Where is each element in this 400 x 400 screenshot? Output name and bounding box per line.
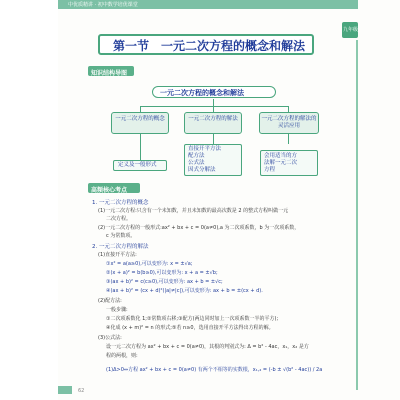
mindmap-leaf-method: 因式分解法 <box>188 167 216 173</box>
formula-line: ①x² = a(a≥0),可以变形为: x = ±√a; <box>106 261 193 267</box>
formula-line: ④(ax + b)² = (cx + d)²(|a|≠|c|),可以变形为: ax + b = ±(cx + d). <box>106 288 263 294</box>
mindmap-leaf-application: 方程 <box>264 167 276 173</box>
formula-line: (1)Δ>0⇔方程 ax² + bx + c = 0(a≠0) 有两个不相等的实数根，x₁,₂ = (-b ± √(b² - 4ac)) / 2a <box>106 367 323 373</box>
section-tag-key-points-label: 高频核心考点 <box>91 187 128 194</box>
body-line: (3)公式法: <box>98 335 122 341</box>
heading-concept: 1. 一元二次方程的概念 <box>92 200 149 206</box>
body-line: 一般步骤: <box>106 307 128 313</box>
body-line: (2)配方法: <box>98 298 122 304</box>
mindmap-node-application-label: 一元二次方程的解法的灵活应用 <box>261 116 317 129</box>
body-line: ④化成 (x + m)² = n 的形式;⑤若 n≥0，选用直接开平方法得出方程的解。 <box>106 325 274 331</box>
body-line: 设一元二次方程为 ax² + bx + c = 0(a≠0)，其根的判别式为: Δ = b² - 4ac，x₁，x₂ 是方 <box>106 344 309 350</box>
header-strip-text: 中优质精讲 · 初中数学培优课堂 <box>68 2 138 8</box>
side-tab-label: 九年级 <box>343 27 359 33</box>
mindmap-leaf-method: 直接开平方法 <box>188 146 222 152</box>
body-line: (2)一元二次方程的一般形式:ax² + bx + c = 0(a≠0),a 为二次项系数，b 为一次项系数， <box>98 225 300 231</box>
body-line: 程的两根，则: <box>106 353 138 359</box>
mindmap-leaf-application: 会用适当的方 <box>264 153 298 159</box>
body-line: 二次方程。 <box>106 216 132 222</box>
formula-line: ②(x + a)² = b(b≥0),可以变形为: x + a = ±√b; <box>106 270 218 276</box>
body-line: ①二次项系数化 1;②常数项右移;③配方(两边同时加上一次项系数一半的平方); <box>106 316 279 322</box>
connector <box>213 99 214 106</box>
mindmap-root-label: 一元二次方程的概念和解法 <box>160 89 244 97</box>
formula-line: ③(ax + b)² = c(c≥0),可以变形为: ax + b = ±√c; <box>106 279 223 285</box>
footer-marker <box>58 386 72 394</box>
mindmap-leaf-method: 配方法 <box>188 153 205 159</box>
connector <box>213 134 214 144</box>
connector <box>288 134 289 144</box>
body-line: c 为常数项。 <box>106 233 136 239</box>
page-title: 第一节 一元二次方程的概念和解法 <box>113 39 306 53</box>
body-line: (1)直接开平方法: <box>98 252 137 258</box>
mindmap-node-methods-label: 一元二次方程的解法 <box>188 116 238 122</box>
mindmap-leaf-application: 法解一元二次 <box>264 160 298 166</box>
mindmap-leaf-method: 公式法 <box>188 160 205 166</box>
connector <box>140 106 288 107</box>
section-tag-knowledge-map-label: 知识结构导图 <box>91 70 128 77</box>
body-line: (1)一元二次方程:只含有一个未知数，并且未知数的最高次数是 2 的整式方程叫做一元 <box>98 208 289 214</box>
right-divider <box>356 40 358 390</box>
mindmap-node-concept-label: 一元二次方程的概念 <box>115 116 165 122</box>
page-number: 62 <box>78 388 85 394</box>
heading-methods: 2. 一元二次方程的解法 <box>92 244 149 250</box>
connector <box>140 134 141 160</box>
mindmap-leaf-definition: 定义及一般形式 <box>118 162 157 168</box>
